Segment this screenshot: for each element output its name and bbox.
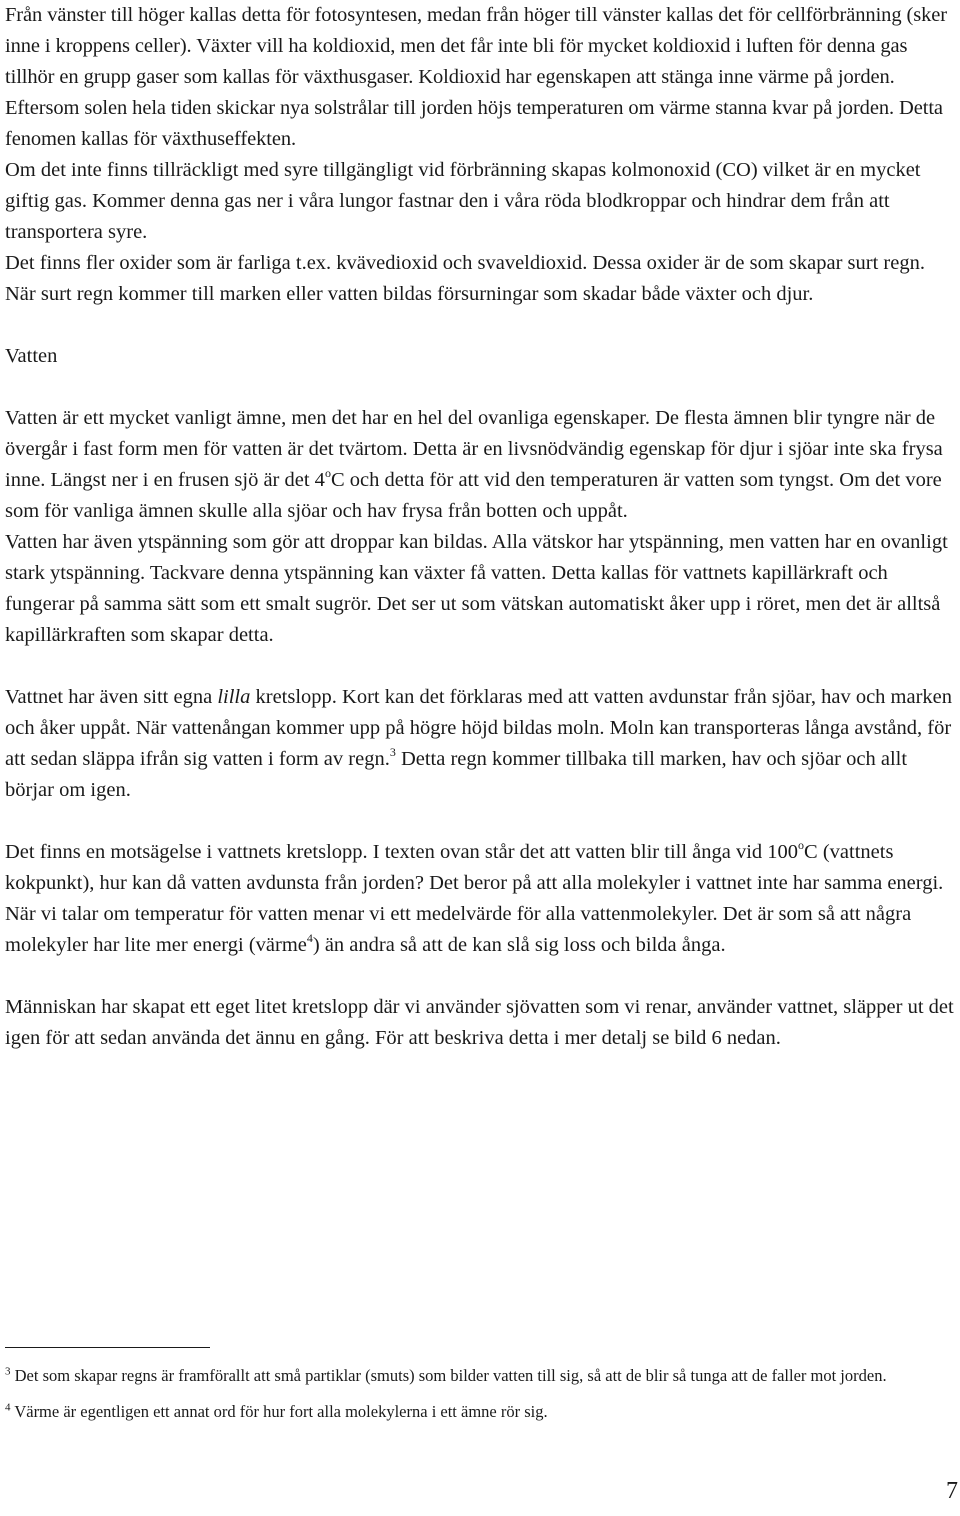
footnote-reference[interactable]: 3 [389,745,396,760]
blank-line [5,806,955,837]
footnote-number: 4 [5,1401,11,1414]
footnotes-section [5,1364,955,1423]
text-run: C (vattnets kokpunkt), hur kan då vatten avdunsta från jorden? Det beror på att alla molekyler i vattnet inte har samma energi. När vi talar om temperatur för vatten menar vi ett medelvärde för alla vattenmolekyler. Det är som så att några molekyler har lite mer energi (värme [5,841,944,956]
footnote-divider [5,1347,210,1348]
paragraph-contradiction [5,837,955,961]
paragraph-oxides: Det finns fler oxider som är farliga t.ex. kvävedioxid och svaveldioxid. Dessa oxider är de som skapar surt regn. När surt regn kommer till marken eller vatten bildas försurningar som skadar både växter och djur. [5,252,925,305]
paragraph-photosynthesis: Från vänster till höger kallas detta för fotosyntesen, medan från höger till vänster kallas det för cellförbränning (sker inne i kroppens celler). Växter vill ha koldioxid, men det får inte bli för mycket koldioxid i luften för denna gas tillhör en grupp gaser som kallas för växthusgaser. Koldioxid har egenskapen att stänga inne värme på jorden. Eftersom solen hela tiden skickar nya solstrålar till jorden höjs temperaturen om värme stanna kvar på jorden. Detta fenomen kallas för växthuseffekten. [5,4,947,150]
blank-line [5,961,955,992]
paragraph-carbon-monoxide: Om det inte finns tillräckligt med syre tillgängligt vid förbränning skapas kolmonoxid (CO) vilket är en mycket giftig gas. Kommer denna gas ner i våra lungor fastnar den i våra röda blodkroppar och hindrar dem från att transportera syre. [5,159,921,243]
footnote-3 [5,1364,955,1387]
footnote-text: Värme är egentligen ett annat ord för hur fort alla molekylerna i ett ämne rör sig. [10,1402,548,1421]
blank-line [5,372,955,403]
footnote-4 [5,1400,955,1423]
text-run: Vatten är ett mycket vanligt ämne, men det har en hel del ovanliga egenskaper. De flesta ämnen blir tyngre när de övergår i fast form men för vatten är det tvärtom. Detta är en livsnödvändig egenskap för djur i sjöar inte ska frysa inne. Längst ner i en frusen sjö är det 4 [5,407,943,491]
section-heading-vatten: Vatten [5,345,58,367]
text-run: Det finns en motsägelse i vattnets kretslopp. I texten ovan står det att vatten blir till ånga vid 100 [5,841,799,863]
document-page [5,0,955,1054]
paragraph-surface-tension: Vatten har även ytspänning som gör att droppar kan bildas. Alla vätskor har ytspänning, men vatten har en ovanligt stark ytspänning. Tackvare denna ytspänning kan växter få vatten. Detta kallas för vattnets kapillärkraft och fungerar på samma sätt som ett smalt sugrör. Det ser ut som vätskan automatiskt åker upp i röret, men det är alltså kapillärkraften som skapar detta. [5,531,948,646]
blank-line [5,651,955,682]
paragraph-human-cycle: Människan har skapat ett eget litet kretslopp där vi använder sjövatten som vi renar, använder vattnet, släpper ut det igen för att sedan använda det ännu en gång. För att beskriva detta i mer detalj se bild 6 nedan. [5,996,954,1049]
text-run: kretslopp. Kort kan det förklaras med att vatten avdunstar från sjöar, hav och marken och åker uppåt. När vattenångan kommer upp på högre höjd bildas moln. Moln kan transporteras långa avstånd, för att sedan släppa ifrån sig vatten i form av regn. [5,686,953,770]
text-run: ) än andra så att de kan slå sig loss och bilda ånga. [312,934,726,956]
page-number: 7 [946,1478,958,1504]
degree-superscript: o [324,466,331,481]
blank-line [5,310,955,341]
footnote-number: 3 [5,1365,11,1378]
paragraph-water-properties [5,403,955,527]
footnote-text: Det som skapar regns är framförallt att små partiklar (smuts) som bilder vatten till sig, så att de blir så tunga att de faller mot jorden. [10,1366,887,1385]
text-run: C och detta för att vid den temperaturen är vatten som tyngst. Om det vore som för vanliga ämnen skulle alla sjöar och hav frysa från botten och uppåt. [5,469,942,522]
footnote-reference[interactable]: 4 [306,931,313,946]
text-run: Detta regn kommer tillbaka till marken, hav och sjöar och allt börjar om igen. [5,748,908,801]
italic-word: lilla [217,686,251,708]
text-run: Vattnet har även sitt egna [5,686,218,708]
degree-superscript: o [798,838,805,853]
paragraph-water-cycle [5,682,955,806]
